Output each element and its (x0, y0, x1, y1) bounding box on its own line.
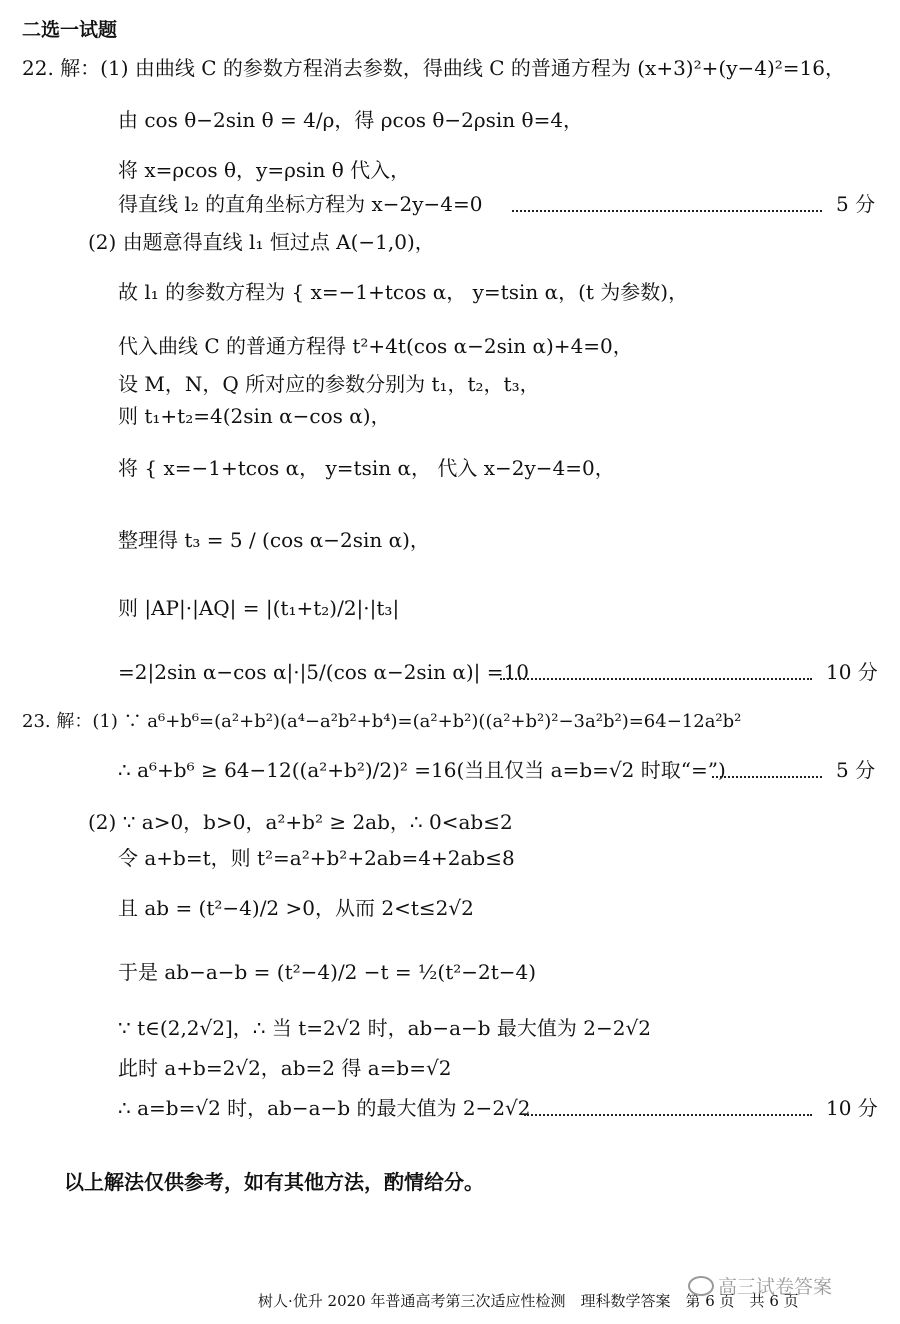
score-label: 10 分 (826, 1096, 878, 1120)
section-title: 二选一试题 (22, 19, 118, 41)
leader-dots (500, 678, 812, 680)
score-label: 5 分 (836, 758, 876, 782)
watermark-text: 高三试卷答案 (718, 1276, 833, 1298)
q22-line-8: 设 M，N，Q 所对应的参数分别为 t₁，t₂，t₃， (118, 372, 540, 396)
page-footer: 树人·优升 2020 年普通高考第三次适应性检测 理科数学答案 第 6 页 共 6 页 (258, 1292, 799, 1310)
q22-line-4: 得直线 l₂ 的直角坐标方程为 x−2y−4=0 (118, 192, 483, 216)
score-label: 5 分 (836, 192, 876, 216)
wechat-icon (688, 1276, 714, 1296)
q23-line-1: 23. 解：(1) ∵ a⁶+b⁶=(a²+b²)(a⁴−a²b²+b⁴)=(a²+b²)((a²+b²)²−3a²b²)=64−12a²b² (22, 711, 742, 732)
q22-line-3: 将 x=ρcos θ，y=ρsin θ 代入， (118, 158, 411, 182)
q23-line-9: ∴ a=b=√2 时，ab−a−b 的最大值为 2−2√2 (118, 1096, 531, 1120)
q23-line-6: 于是 ab−a−b = (t²−4)/2 −t = ½(t²−2t−4) (118, 960, 537, 984)
q22-line-12: 则 |AP|·|AQ| = |(t₁+t₂)/2|·|t₃| (118, 596, 400, 620)
leader-dots (524, 1114, 812, 1116)
q23-line-5: 且 ab = (t²−4)/2 >0，从而 2<t≤2√2 (118, 896, 474, 920)
q22-line-1: 22. 解：(1) 由曲线 C 的参数方程消去参数，得曲线 C 的普通方程为 (x+3)²+(y−4)²=16， (22, 56, 845, 80)
q22-line-13: =2|2sin α−cos α|·|5/(cos α−2sin α)| =10 (118, 660, 529, 684)
q22-line-7: 代入曲线 C 的普通方程得 t²+4t(cos α−2sin α)+4=0， (118, 334, 633, 358)
q23-line-7: ∵ t∈(2,2√2]，∴ 当 t=2√2 时，ab−a−b 最大值为 2−2√2 (118, 1016, 651, 1040)
q22-line-10: 将 { x=−1+tcos α， y=tsin α， 代入 x−2y−4=0， (118, 456, 615, 480)
q23-line-4: 令 a+b=t，则 t²=a²+b²+2ab=4+2ab≤8 (118, 846, 515, 870)
q23-line-2: ∴ a⁶+b⁶ ≥ 64−12((a²+b²)/2)² =16(当且仅当 a=b=√2 时取“=”) (118, 758, 726, 782)
q23-line-3: (2) ∵ a>0，b>0，a²+b² ≥ 2ab，∴ 0<ab≤2 (88, 810, 513, 834)
leader-dots (712, 776, 822, 778)
q22-line-5: (2) 由题意得直线 l₁ 恒过点 A(−1,0)， (88, 230, 435, 254)
q22-line-11: 整理得 t₃ = 5 / (cos α−2sin α)， (118, 528, 430, 552)
score-label: 10 分 (826, 660, 878, 684)
leader-dots (512, 210, 822, 212)
grading-note: 以上解法仅供参考，如有其他方法，酌情给分。 (64, 1170, 484, 1194)
q22-line-2: 由 cos θ−2sin θ = 4/ρ，得 ρcos θ−2ρsin θ=4， (118, 108, 584, 132)
q22-line-9: 则 t₁+t₂=4(2sin α−cos α)， (118, 404, 391, 428)
q23-line-8: 此时 a+b=2√2，ab=2 得 a=b=√2 (118, 1056, 452, 1080)
q22-line-6: 故 l₁ 的参数方程为 { x=−1+tcos α， y=tsin α，(t 为参数)， (118, 280, 689, 304)
